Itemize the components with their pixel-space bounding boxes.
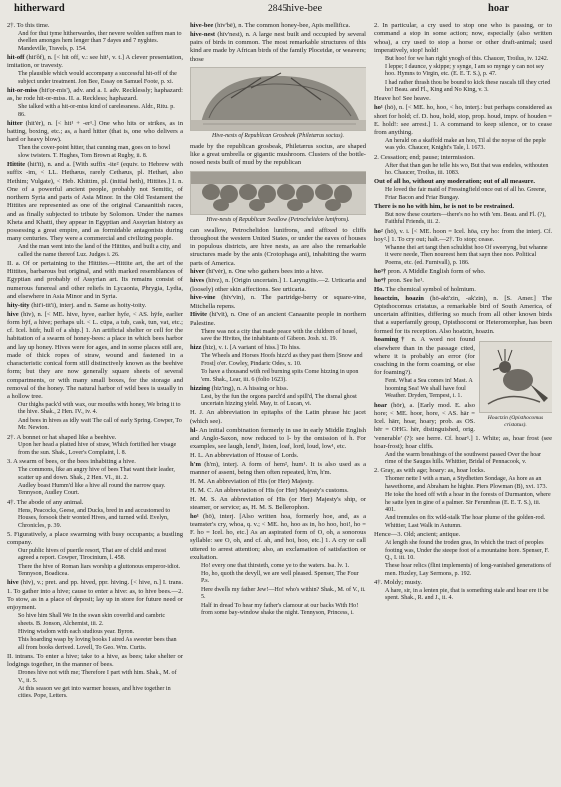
headword: hit-off: [7, 54, 25, 62]
dictionary-entry: [190, 31, 366, 64]
entry-text: Heave ho! See heave.: [374, 95, 431, 103]
entry-text: At length she found the troden gras, In which the tract of peoples footing was, Under the steepe foot of a mountaine hore. Spenser, F. Q., I. iii. 10.: [385, 540, 549, 562]
guide-word-left: hitherward: [14, 3, 65, 14]
entry-text: (h'm), interj. A form of hem², hum¹. It is also used as a manner of assent, being then often repeated, h'm, h'm.: [190, 460, 366, 476]
citation-quote: [7, 670, 183, 685]
entry-text: 2. Gray, as with age; hoary: as, hoar locks.: [374, 467, 486, 475]
entry-text: II. a. Of or pertaining to the Hittites.—Hittite art, the art of the Hittites, barbarous but original, and with marked resemblances of Egyptian and probably of Assyrian art. Its remains consist of numerous funereal and other reliefs in Lycaonia, Phrygia, Lydia, and elsewhere in Asia Minor and in Syria.: [7, 259, 183, 300]
entry-text: 4†. Moldy; musty.: [374, 579, 422, 587]
entry-text: 2†. A bonnet or hat shaped like a beehive.: [7, 433, 117, 441]
citation-quote: [7, 467, 183, 482]
citation-quote: [190, 353, 366, 368]
entry-text: 2†. To this time.: [7, 22, 50, 29]
dictionary-entry: [190, 409, 366, 426]
citation-quote: [190, 329, 366, 344]
headword: hive: [7, 310, 19, 318]
entry-text: And tremules on fix wild-stalk The hoar plume of the golden-rod. Whittier, Last Walk in Autumn.: [385, 515, 546, 529]
dictionary-entry: [374, 531, 552, 539]
entry-text: (hit'ôf), n. [< hit off, v.: see hit¹, v. t.] A clever presentation, imitation, or travesty.: [7, 54, 183, 70]
headword: hizz: [190, 344, 202, 352]
dictionary-entry: [374, 95, 552, 103]
entry-text: (hōr), a. [Early mod. E. also hore; < ME. hoor, hore, < AS. hār = Icel. hārr, hoar, hoary; prob. as OS. hēr = OHG. hēr, distinguished, orig. 'venerable' (?): see herre. Cf. hoar¹.] 1. White; as, hoar frost (see hoar-frost); hoar cliffs.: [374, 401, 552, 450]
entry-text: pron. See he¹.: [387, 276, 424, 284]
citation-quote: [190, 369, 366, 384]
citation-quote: [190, 394, 366, 409]
entry-text: (hit'ėr), n. [< hit¹ + -er¹.] One who hits or strikes, as in batting, boxing, etc.; as, a hard hitter (that is, one who delivers a hard or heavy blow).: [7, 119, 183, 144]
entry-text: The Wheels and Horses Hoofs hizz'd as they past them [Snow and Frost] o'er. Cowley, Pindaric Odes, x. 10.: [201, 353, 363, 367]
entry-text: Hiving wisdom with each studious year. Byron.: [18, 628, 135, 635]
dictionary-entry: [374, 228, 552, 245]
dictionary-entry: [374, 295, 552, 336]
entry-text: I leppe; I daunce, y skippe; y synge, I am so mynge y can not sey hoo. Hymns to Virgin, etc. (E. E. T. S.), p. 47.: [385, 63, 544, 78]
entry-text: pron. A Middle English form of who.: [387, 268, 486, 276]
dictionary-entry: [7, 499, 183, 507]
citation-quote: [374, 563, 552, 578]
entry-text: And the warm breathings of the southwest passed Over the hoar rime of the Saugus hills. Whittier, Bridal of Pennacook, v.: [385, 451, 542, 466]
entry-text: (hīv'bē), n. The common honey-bee, Apis mellifica.: [214, 22, 351, 29]
headword: hity-tity: [7, 301, 30, 309]
entry-text: H. M. S. An abbreviation of His (or Her) Majesty's ship, or steamer, or service; as, H. M. S. Bellerophon.: [190, 495, 366, 511]
entry-text: (hī'vīt), n. One of an ancient Canaanite people in northern Palestine.: [190, 311, 366, 327]
entry-text: (hiz), v. i. [A variant of hiss.] To hiss.: [202, 344, 301, 352]
entry-text: (hō), n. [< ME. ho, hoo, < ho, interj.: but perhaps considered as short for hold; cf. D. hou, hold, stop, prop. houd, impv. of houden = E. hold!: see arrest.] 1. A command to keep silence, or to cease from anything.: [374, 104, 552, 137]
entry-text: I had rather thrash thou be bound to kick these rascals till they cried ho! Beau. and Fl., King and No King, v. 3.: [385, 79, 551, 94]
entry-text: There is no ho with him, he is not to be restrained.: [374, 203, 514, 210]
entry-text: There was not a city that made peace with the children of Israel, save the Hivites, the inhabitants of Gibeon. Josh. xi. 19.: [201, 328, 358, 343]
entry-text: 5. Figuratively, a place swarming with busy occupants; a bustling company.: [7, 530, 183, 547]
dictionary-entry: [7, 302, 183, 310]
entry-text: Ho! every one that thirsteth, come ye to the waters. Isa. lv. 1.: [201, 562, 350, 569]
headword: ho¹: [190, 512, 199, 520]
entry-text: (hō), interj. [Also written hoa, formerly hoe, and, as a teamster's cry, whoa, q. v.; < ME. ho, hoo as in, ho hoo, hoi!, ho = F. ho = Icel. ho, etc.] As an aspirated form of O, oh, a sonorous syllable: see O, oh, and cf. ah, and hoi, hoo, etc.] 1. A cry or call uttered to arrest attention; also, an exclamation of satisfaction or exultation.: [190, 512, 366, 561]
dictionary-entry: [7, 260, 183, 301]
figure-illustration: [190, 67, 366, 131]
citation-quote: [190, 603, 366, 618]
dictionary-entry: [190, 268, 366, 276]
entry-text: H. M. C. An abbreviation of His (or Her) Majesty's customs.: [190, 486, 349, 494]
entry-text: These hoar relics (flint implements) of long-vanished generations of men. Huxley, Lay Sermons, p. 192.: [385, 563, 552, 577]
entry-text: There the hive of Roman liars worship a gluttonous emperor-idiot. Tennyson, Boadicea.: [18, 563, 181, 578]
entry-text: made by the republican grosbeak, Philetærus socius, are shaped like a great umbrella or gigantic mushroom. Clusters of the bottle-nosed nests built of mud by the republican: [190, 142, 366, 167]
entry-text: The plausible which would accompany a successful hit-off of the subject under treatment. Jon Bee, Essay on Samuel Foote, p. xi.: [18, 71, 177, 85]
entry-text: (hīv), v.; pret. and pp. hived, ppr. hiving. [< hive, n.] I. trans. 1. To gather into a hive; cause to enter a hive: as, to hive bees.—2. To stow, as in a place of deposit; lay up in store for future need or enjoyment.: [7, 579, 183, 612]
entry-text: So hive him Shall We In the swan skin coverlid and cambric sheets. B. Jonson, Alchemist, iii. 2.: [18, 613, 166, 627]
entry-text: Lest, by the fun the orgons parch'd and spill'd, The dismal ghost uncertain hizzing yield. May, tr. of Lucan, vi.: [201, 393, 357, 408]
entry-text: Thomer nette I with a man, a Stydhetten Sondage, As hore as an hawethorne, and Abraham he highte. Piers Plowman (B), xvi. 173.: [385, 476, 548, 490]
entry-text: And bees in hives as idly wait The call of early Spring. Cowper, To Mr. Newton.: [18, 417, 182, 432]
headword: hoaming†: [374, 336, 408, 344]
entry-text: After that than gan he telle his wo, But that was endeles, withouten ho. Chaucer, Troilus, iii. 1083.: [385, 162, 549, 177]
citation-quote: [374, 476, 552, 491]
entry-text: H. M. An abbreviation of His (or Her) Majesty.: [190, 477, 314, 485]
dictionary-entry: [374, 104, 552, 137]
citation-quote: [7, 686, 183, 701]
dictionary-entry: [190, 427, 366, 452]
dictionary-entry: [190, 385, 366, 393]
dictionary-entry: [374, 203, 552, 211]
headword: h'm: [190, 460, 201, 468]
entry-text: Then the cover-point hitter, that cunning man, goes on to bowl slow twisters. T. Hughes, Tom Brown at Rugby, ii. 8.: [18, 145, 171, 159]
entry-text: H. L. An abbreviation of House of Lords.: [190, 451, 299, 459]
entry-text: 2. Cessation; end; pause; intermission.: [374, 153, 475, 161]
headword: hives: [190, 277, 205, 285]
entry-text: (hō), v. i. [< ME. hoon = Icel. hōa, cry ho: from the interj. Cf. hoy².] 1. To cry out; halt.—2†. To stop; cease.: [374, 227, 552, 243]
entry-text: (hī'vėr), n. One who gathers bees into a hive.: [206, 268, 324, 276]
page-number: 2845: [268, 4, 287, 14]
column-right: [374, 22, 552, 784]
entry-text: 2. In particular, a cry used to stop one who is passing, or to command a stop in some action; now, especially (also written whoa), a cry used to stop a horse or other draft-animal; used imperatively, stop! hold!: [374, 22, 552, 54]
headword: hitter: [7, 119, 23, 127]
dictionary-entry: [7, 54, 183, 71]
entry-text: (hit'īt), n. and a. [With suffix -ite² (equiv. to Hebrew with suffix -im, < LL. Hethæus, rarely Cethæus, pl. Hethæi, also Hethim; Vulgate), < Heb. Khittim, pl. (initial heth), Hittites.] I. n. One of a powerful ancient people, probably not Semitic, of northern Syria and parts of Asia Minor. In the Old Testament the Hittites are represented as one of the original Canaanitish races, and as finally subjected to tribute by Solomon. Under the names Kheta and Khatti, they appear in Egyptian and Assyrian history as possessing a great empire, and as formidable antagonists during many centuries. They were a commercial and civilizing people.: [7, 161, 183, 243]
dictionary-entry: [190, 487, 366, 495]
citation-quote: [190, 587, 366, 602]
citation-quote: [7, 31, 183, 54]
headword: ho²: [374, 227, 383, 235]
dictionary-entry: [7, 458, 183, 466]
entry-text: Half in dread To hear my father's clamour at our backs With Ho! from some bay-window shake the night. Tennyson, Princess, i.: [201, 602, 359, 617]
citation-quote: [7, 637, 183, 652]
entry-text: Hence—3. Old; ancient; antique.: [374, 531, 461, 539]
headword: hizzing: [190, 384, 211, 392]
citation-quote: [374, 492, 552, 515]
guide-word-middle: hive-bee: [286, 3, 323, 14]
entry-text: He toke the hoed off with a hoar in the forests of Durmanton, where he satte lyen in gine of a palmer. Sir Ferumbras (E. E. T. S.), iii. 401.: [385, 492, 551, 514]
entry-text: (hiz'ing), n. A hissing or hiss.: [211, 384, 289, 392]
citation-quote: [7, 564, 183, 579]
citation-quote: [374, 64, 552, 79]
dictionary-entry: [7, 434, 183, 442]
dictionary-entry: [374, 178, 552, 186]
headword: hoactzin, hoazin: [374, 294, 424, 302]
citation-quote: [7, 508, 183, 531]
headword: hit-or-miss: [7, 87, 38, 95]
citation-quote: [374, 515, 552, 530]
figure-illustration: [190, 171, 366, 215]
headword: hive-bee: [190, 22, 214, 29]
entry-text: Audley boast Humm'd like a hive all round the narrow quay. Tennyson, Audley Court.: [18, 482, 166, 497]
citation-quote: [7, 104, 183, 119]
headword: hive-nest: [190, 30, 216, 38]
dictionary-entry: [190, 513, 366, 563]
citation-quote: [374, 56, 552, 64]
entry-text: (hīv'vīn), n. The partridge-berry or square-vine, Mitchella repens.: [190, 294, 366, 310]
headword: hl-: [190, 426, 198, 434]
entry-text: But hoo! for we han right ynogh of this. Chaucer, Troilus, iv. 1242.: [385, 55, 549, 62]
entry-text: An initial combination formerly in use in early Middle English and Anglo-Saxon, now reduced to l- by the omission of h. For examples, see laugh, lend¹, listen, loaf, lord, loud, low¹, etc.: [190, 426, 366, 451]
citation-quote: [374, 138, 552, 153]
citation-quote: [374, 588, 552, 603]
figure-caption: Hive-nests of Republican Grosbeak (Philetærus socius).: [212, 132, 344, 139]
dictionary-entry: [190, 478, 366, 486]
figure-image: [479, 341, 552, 413]
entry-text: He loved the fair maid of Fressingfield once out of all ho. Greene, Friar Bacon and Friar Bungay.: [385, 187, 547, 201]
dictionary-entry: [7, 161, 183, 244]
entry-text: Hens, Peacocks, Geese, and Ducks, bred in and accustomed to Houses, forsook their wonted Hives, and turned wild. Evelyn, Chronicles, p. 39.: [18, 507, 171, 529]
guide-word-right: hoar: [488, 3, 509, 14]
page-header: [0, 3, 561, 23]
dictionary-entry: [190, 143, 366, 168]
entry-text: n. A word not found elsewhere than in the passage cited, where it is probably an error (for coaching in the form coaming, or else for foaming?).: [374, 336, 475, 377]
citation-quote: [190, 563, 366, 571]
entry-text: Ho, ho, quoth the devyll, we are well pleased. Spenser, The Four P.s.: [201, 570, 359, 585]
citation-quote: [7, 483, 183, 498]
citation-quote: [374, 540, 552, 563]
dictionary-entry: [374, 277, 552, 285]
dictionary-entry: [190, 294, 366, 311]
dictionary-entry: [190, 227, 366, 268]
citation-quote: [190, 571, 366, 586]
headword: ho³†: [374, 268, 387, 276]
citation-quote: [374, 80, 552, 95]
citation-quote: [7, 402, 183, 417]
entry-text: 4†. The abode of any animal.: [7, 498, 84, 506]
dictionary-entry: [190, 311, 366, 328]
headword: hiver: [190, 268, 205, 276]
entry-text: A hare, sir, in a lenten pie, that is something stale and hoar ere it be spent. Shak., R. and J., ii. 4.: [385, 587, 549, 602]
entry-text: Our thighs pack'd with wax, our mouths with honey, We bring it to the hive. Shak., 2 Hen. IV., iv. 4.: [18, 401, 181, 416]
entry-text: Out of all ho, without any moderation; out of all measure.: [374, 178, 536, 186]
figure-hoactzin: [479, 338, 552, 428]
entry-text: (hit'ọr-mis'), adv. and a. I. adv. Recklessly; haphazard: as, he rode hit-or-miss. II. a. Reckless; haphazard.: [7, 87, 183, 103]
dictionary-entry: [7, 120, 183, 145]
column-middle: [190, 22, 366, 784]
citation-quote: [374, 187, 552, 202]
dictionary-entry: [374, 268, 552, 276]
dictionary-entry: [374, 467, 552, 475]
citation-quote: [374, 245, 552, 268]
entry-text: But now these courters—there's no ho with 'em. Beau. and Fl. (?), Faithful Friends, iii. 2.: [385, 211, 546, 226]
entry-text: She talked with a hit-or-miss kind of carelessness. Aldr., Ritu. p. 86.: [18, 104, 175, 118]
entry-text: At this season we get into warmer houses, and hive together in cities. Pope, Letters.: [18, 685, 171, 700]
dictionary-entry: [7, 653, 183, 670]
entry-text: An herald on a skaffold make an hoo, Til al the noyse of the peple was ydo. Chaucer, Knight's Tale, l. 1673.: [385, 137, 546, 152]
entry-text: (hit'i-tit'i), interj. and n. Same as hoity-toity.: [31, 301, 147, 309]
entry-text: Our public hives of puerile resort, That are of child and most agreed a report. Cowper, Tirocinium, l. 458.: [18, 547, 167, 562]
dictionary-entry: [7, 311, 183, 402]
entry-text: Whanne thei art tangt then schuldist hoo Of sweeryng, but whanne it were neede, Then noureest hem that sayn thee noo. Political Poems, etc. (ed. Furnivall), p. 186.: [385, 244, 548, 266]
entry-text: The chemical symbol of holmium.: [385, 285, 476, 293]
headword: Hivite: [190, 311, 208, 319]
dictionary-entry: [7, 531, 183, 548]
entry-text: can swallow, Petrochelidon lunifrons, and affixed to cliffs throughout the western United States, or under the eaves of houses in populous districts, are hive nests, as are also the remarkable structures made by the anis (Crotophaga ani), inhabiting the warm parts of America.: [190, 226, 366, 267]
entry-text: And the man went into the land of the Hittites, and built a city, and called the name thereof Luz. Judges i. 26.: [18, 244, 181, 258]
entry-text: (hō-akt'zin, -ak'zin), n. [S. Amer.] The Opisthocomus cristatus, a remarkable bird of South America, of uncertain affinities, differing so much from all other known birds that a superfamily group, Opisthocomi or Heteromorphæ, has been formed for its reception. Also hoatzin, hoazin.: [374, 294, 552, 335]
headword: hoar: [374, 401, 388, 409]
entry-text: H. J. An abbreviation in epitaphs of the Latin phrase hic jacet (which see).: [190, 409, 366, 425]
dictionary-entry: [374, 154, 552, 162]
citation-quote: [7, 244, 183, 259]
entry-text: Drones hive not with me; Therefore I part with him. Shak., M. of V., ii. 5.: [18, 670, 177, 684]
citation-quote: [7, 442, 183, 457]
entry-text: Fent. What a Sea comes in! Mast. A hooming Sea! We shall have foul Weather. Dryden, Tempest, i. 1.: [385, 378, 473, 400]
dictionary-entry: [374, 579, 552, 587]
entry-text: II. intrans. To enter a hive; take to a hive, as bees; take shelter or lodgings together, in the manner of bees.: [7, 652, 183, 669]
entry-text: (hīvz), n. [Origin uncertain.] 1. Laryngitis.—2. Urticaria and (loosely) other skin affections. See urticaria.: [190, 277, 366, 293]
dictionary-entry: [190, 344, 366, 352]
dictionary-entry: [7, 22, 183, 30]
dictionary-entry: [190, 277, 366, 294]
dictionary-entry: [190, 461, 366, 478]
headword: hive: [7, 579, 19, 587]
entry-text: This hoarding wasp by loving books I aired As sweeter bees than all from books derived. Lovell, To Geo. Wm. Curtis.: [18, 637, 177, 651]
entry-text: The commons, like an angry hive of bees That want their leader, scatter up and down. Shak., 2 Hen. VI., iii. 2.: [18, 467, 175, 481]
entry-text: And for thui tyme hitherwardes, ther nevere wolden suffren man to dwellen amonges hem lenger than 7 dayes and 7 nyghtes. Mandeville, Travels, p. 154.: [18, 30, 182, 52]
headword: hive-vine: [190, 294, 216, 302]
dictionary-entry: [374, 286, 552, 294]
headword: ho¹: [374, 104, 383, 112]
citation-quote: [7, 71, 183, 86]
figure-caption: Hoactzin (Opisthocomus cristatus).: [487, 415, 544, 428]
citation-quote: [374, 452, 552, 467]
entry-text: (hīv'nest), n. A large nest built and occupied by several pairs of birds in common. The most remarkable structures of this kind are made by African birds of the family Ploceidæ, or weavers; those: [190, 30, 366, 63]
dictionary-entry: [7, 579, 183, 612]
citation-quote: [374, 163, 552, 178]
column-left: [7, 22, 183, 784]
dictionary-entry: [7, 87, 183, 104]
entry-text: Here dwells my father Jew!—Ho! who's within? Shak., M. of V., ii. 5.: [201, 586, 366, 601]
headword: Ho.: [374, 285, 385, 293]
headword: ho⁴†: [374, 276, 387, 284]
citation-quote: [374, 212, 552, 227]
citation-quote: [7, 548, 183, 563]
headword: Hittite: [7, 161, 26, 169]
citation-quote: [7, 613, 183, 628]
entry-text: To have a thousand with red burning spits Come hizzing in upon 'em. Shak., Lear, iii. 6 (folio 1623).: [201, 369, 359, 383]
dictionary-entry: [374, 22, 552, 55]
dictionary-entry: [190, 496, 366, 513]
entry-text: 3. A swarm of bees, or the bees inhabiting a hive.: [7, 458, 136, 466]
dictionary-entry: [190, 452, 366, 460]
citation-quote: [7, 145, 183, 160]
figure-caption: Hive-nests of Republican Swallow (Petrochelidon lunifrons).: [206, 216, 350, 223]
entry-text: Upon her head a platted hive of straw, Which fortified her visage from the sun. Shak., Lover's Complaint, l. 8.: [18, 442, 177, 456]
entry-text: (hīv), n. [< ME. hive, hyve, earlier hyfe, < AS. hȳfe, earlier form hȳf, a hive; perhaps ult. < L. cūpa, a tub, cask, tun, vat, etc.; cf. Icel. hūfr, hull of a ship.] 1. An artificial shelter or cell for the habitation of a swarm of honey-bees: a place in which bees harbor and lay up honey. Hives were for ages, and in some places still are, made of thick ropes of straw, wound and fastened in a characteristic conical form still distinctively known as the beehive form; but they are now generally square sheets of several compartments, or with many small boxes, for the storage and removal of the honey. The natural harbor of wild bees is usually in a hollow tree.: [7, 310, 183, 401]
dictionary-entry: [190, 22, 366, 30]
citation-quote: [7, 629, 183, 637]
citation-quote: [7, 418, 183, 433]
